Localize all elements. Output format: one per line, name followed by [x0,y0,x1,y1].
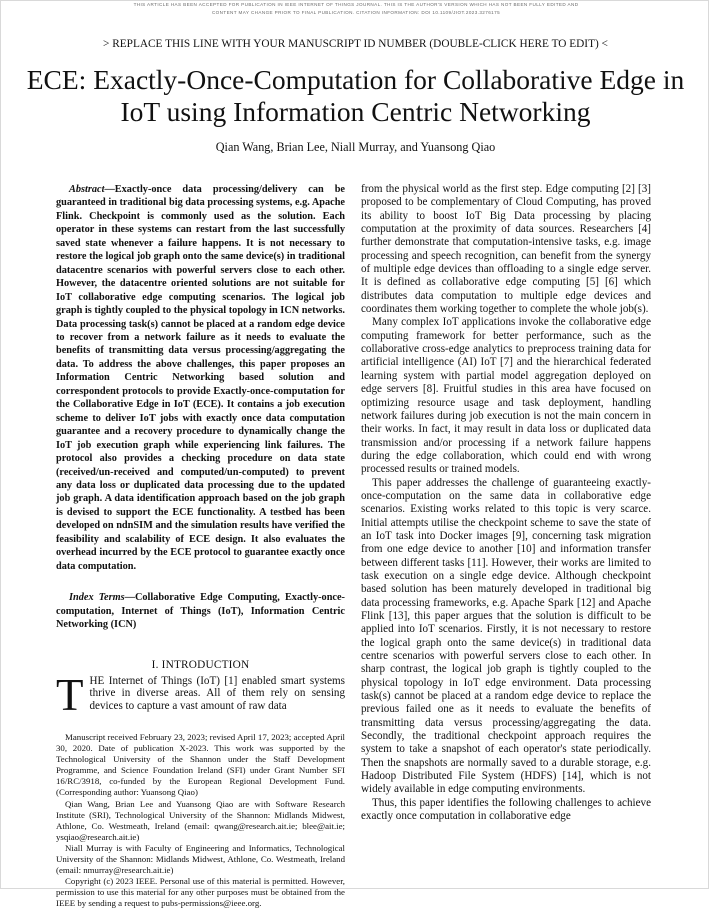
manuscript-id-line: > REPLACE THIS LINE WITH YOUR MANUSCRIPT ID NUMBER (DOUBLE-CLICK HERE TO EDIT) < [103,38,608,50]
footnote-manuscript-history: Manuscript received February 23, 2023; revised April 17, 2023; accepted April 30, 2020. Date of publication X-2023. This work was supported by the Technological University of the Shannon under the Staff Development Programme, and Science Foundation Ireland (SFI) under Grant Number SFI 16/RC/3918, co-funded by the European Regional Development Fund. (Corresponding author: Yuansong Qiao) [56,732,345,798]
header-note-line: THIS ARTICLE HAS BEEN ACCEPTED FOR PUBLICATION IN IEEE INTERNET OF THINGS JOURNAL. THIS IS THE AUTHOR'S VERSION WHICH HAS NOT BEEN FULLY EDITED AND [133,2,579,7]
index-terms-label: Index Terms [69,592,125,604]
abstract [56,183,345,573]
intro-text: HE Internet of Things (IoT) [1] enabled smart systems thrive in diverse areas. All of them rely on sensing devices to capture a vast amount of raw data [89,674,345,713]
footnote-affiliation-engineering: Niall Murray is with Faculty of Engineering and Informatics, Technological University of the Shannon: Midlands Midwest, Athlone, Co. Westmeath, Ireland (email: nmurray@research.ait.ie) [56,842,345,875]
body-paragraph: from the physical world as the first step. Edge computing [2] [3] proposed to be complementary of Cloud Computing, has proved its ability to boost IoT Big Data processing by placing computation at the proximity of data sources. Researchers [4] further demonstrate that computation-intensive tasks, e.g. image processing and speech recognition, can benefit from the synergy of multiple edge devices than offloading to a single edge server. It is defined as collaborative edge computing [5] [6] which distributes data computation to multiple edge devices and coordinates them working together to complete the whole job(s). [361,183,651,316]
body-paragraph: Thus, this paper identifies the following challenges to achieve exactly once computation in collaborative edge [361,796,651,823]
body-paragraph: This paper addresses the challenge of guaranteeing exactly-once-computation on the same data in collaborative edge scenarios. Existing works related to this topic is very scarce. Initial attempts utilise the checkpoint scheme to save the state of an IoT task into Docker images [9], concerning task migration from one edge device to another [10] and information transfer between different tasks [11]. However, their works are limited to task execution on a single edge device. Although checkpoint based solution has been maturely developed in traditional big data processing frameworks, e.g. Apache Spark [12] and Apache Flink [13], this paper argues that the solution is difficult to be applied into IoT scenarios. Firstly, it is not necessary to restore the logical graph onto the same device(s) in traditional data centre scenarios with powerful servers close to each other. In sharp contrast, the logical job graph is tightly coupled to the physical topology in IoT edge environment. Data processing task(s) cannot be placed at a random edge device to replace the previous failed one as it needs to evaluate the benefits of transmitting data versus processing/aggregating the data. Secondly, the traditional checkpoint approach requires the system to take a snapshot of each operator's state periodically. Then the snapshots are normally saved to a durable storage, e.g. Hadoop Distributed File System (HDFS) [14], which is not widely available in edge computing environments. [361,476,651,796]
author-list: Qian Wang, Brian Lee, Niall Murray, and Yuansong Qiao [215,140,496,154]
left-column [56,183,345,909]
header-note-line: CONTENT MAY CHANGE PRIOR TO FINAL PUBLICATION. CITATION INFORMATION: DOI 10.1109/JIOT.2023.3276175 [211,10,501,15]
footnote-affiliation-sri: Qian Wang, Brian Lee and Yuansong Qiao are with Software Research Institute (SRI), Technological University of the Shannon: Midlands Midwest, Athlone, Co. Westmeath, Ireland (email: qwang@research.ait.ie; blee@ait.ie; ysqiao@research.ait.ie) [56,798,345,842]
abstract-label: Abstract [69,184,105,195]
section-heading-introduction: I. INTRODUCTION [151,658,250,671]
footnote-copyright: Copyright (c) 2023 IEEE. Personal use of this material is permitted. However, permission to use this material for any other purposes must be obtained from the IEEE by sending a request to pubs-permissions@ieee.org. [56,875,345,908]
paper-title: ECE: Exactly-Once-Computation for Collaborative Edge in IoT using Information Centric Networking [26,64,685,127]
intro-paragraph [56,669,345,720]
footnotes [56,732,345,909]
publication-header-note [71,1,641,17]
index-terms-text: —Collaborative Edge Computing, Exactly-once-computation, Internet of Things (IoT), Information Centric Networking (ICN) [56,592,345,631]
index-terms [56,591,345,631]
abstract-text: —Exactly-once data processing/delivery can be guaranteed in traditional big data processing systems, e.g. Apache Flink. Checkpoint is commonly used as the solution. Each operator in these systems can restart from the last successfully saved state whenever a failure happens. It is not necessary to restore the logical job graph onto the same device(s) in traditional datacentre scenarios with powerful servers close to each other. However, the datacentre oriented solutions are not suitable for IoT collaborative edge computing scenarios. The logical job graph is tightly coupled to the physical topology in ICN networks. Data processing task(s) cannot be placed at a random edge device to recover from a network failure as it needs to evaluate the benefits of transmitting data versus processing/aggregating the data. To address the above challenges, this paper proposes an Information Centric Networking based solution and correspondent protocols to provide Exactly-once-computation for the Collaborative Edge in IoT (ECE). It contains a job execution scheme to deliver IoT jobs with exactly once data computation guarantee and a recovery procedure to dynamically change the IoT job execution graph while experiencing link failures. The protocol also provides a checking procedure on data state (received/un-received and computed/un-computed) to prevent any data loss or duplicated data processing due to the updated job graph. A data identification approach based on the job graph is devised to support the ECE functionality. A testbed has been developed on ndnSIM and the simulation results have verified the feasibility and scalability of ECE design. It also evaluates the overhead incurred by the ECE protocol to guarantee exactly once data computation. [56,184,345,572]
body-paragraph: Many complex IoT applications invoke the collaborative edge computing framework for better performance, such as the collaborative cross-edge analytics to preprocess training data for artificial intelligence (AI) IoT [7] and the hierarchical federated learning system with partial model aggregation deployed on edge servers [8]. Fruitful studies in this area have focused on optimizing resource usage and task deployment, handling network failures during job execution is not the main concern in their works. In fact, it may result in data loss or duplicated data transmission and/or processing if a network failure happens during the edge collaboration, which could end with wrong processed results or trained models. [361,316,651,476]
drop-cap-letter: T [56,669,84,720]
right-column [361,183,651,824]
